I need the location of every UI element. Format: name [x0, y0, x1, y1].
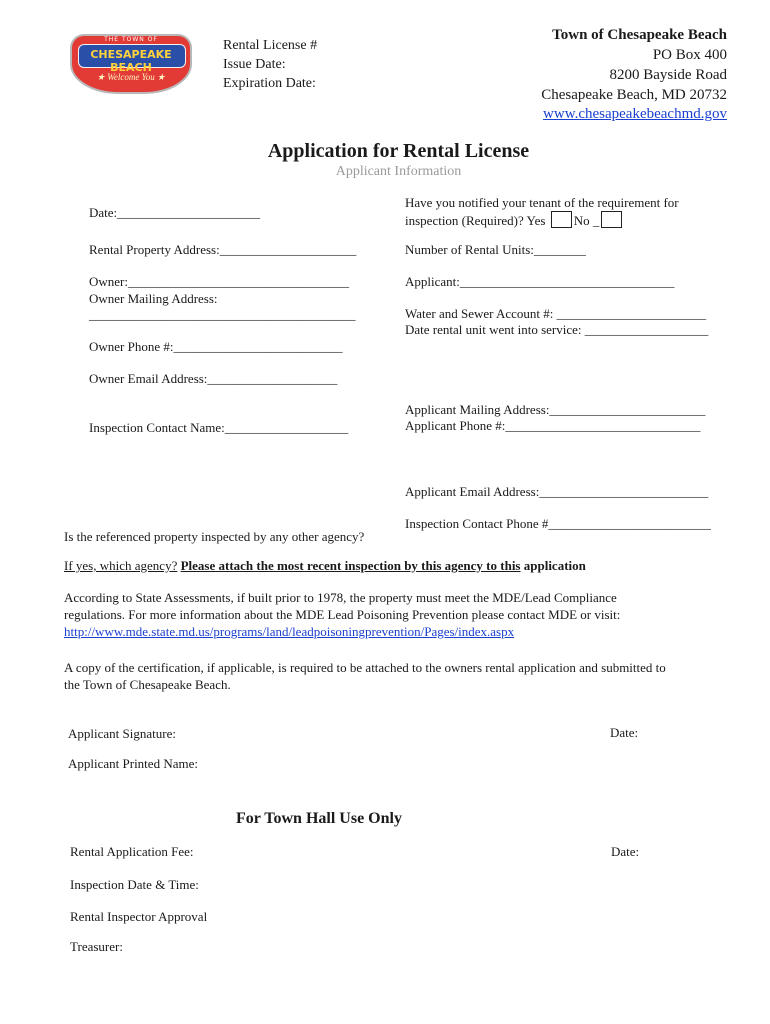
date-field[interactable]: Date:______________________	[89, 205, 261, 220]
owner-field[interactable]: Owner:__________________________________	[89, 274, 349, 289]
inspection-date-time-label: Inspection Date & Time:	[70, 877, 199, 892]
agency-followup	[64, 558, 586, 574]
lead-paragraph-line1: According to State Assessments, if built prior to 1978, the property must meet the MDE/Lead Compliance	[64, 590, 617, 605]
inspection-contact-phone-field[interactable]: Inspection Contact Phone #_________________________	[405, 516, 711, 531]
tenant-notified-question: Have you notified your tenant of the requirement for	[405, 195, 679, 210]
applicant-field[interactable]: Applicant:_________________________________	[405, 274, 675, 289]
page-title: Application for Rental License	[267, 140, 530, 162]
logo-top-text: THE TOWN OF	[104, 36, 158, 43]
town-logo	[70, 34, 192, 94]
issue-date-label: Issue Date:	[223, 57, 286, 72]
owner-mailing-field[interactable]: _________________________________________	[89, 307, 356, 322]
applicant-phone-field[interactable]: Applicant Phone #:______________________________	[405, 418, 701, 433]
town-po-box: PO Box 400	[652, 47, 727, 63]
expiration-date-label: Expiration Date:	[223, 76, 316, 91]
water-sewer-field[interactable]: Water and Sewer Account #: _______________________	[405, 306, 707, 321]
yes-checkbox[interactable]	[551, 211, 572, 228]
page-subtitle: Applicant Information	[335, 164, 462, 179]
owner-phone-field[interactable]: Owner Phone #:__________________________	[89, 339, 343, 354]
tenant-notified-answer	[405, 211, 624, 229]
no-checkbox[interactable]	[601, 211, 622, 228]
date-service-field[interactable]: Date rental unit went into service: ___________________	[405, 322, 709, 337]
owner-email-field[interactable]: Owner Email Address:____________________	[89, 371, 338, 386]
logo-sub-text: ★ Welcome You ★	[96, 72, 166, 82]
lead-paragraph-line2: regulations. For more information about the MDE Lead Poisoning Prevention please contact MDE or visit:	[64, 607, 621, 622]
town-hall-heading: For Town Hall Use Only	[236, 810, 402, 827]
rental-units-field[interactable]: Number of Rental Units:________	[405, 242, 586, 257]
inspection-contact-name-field[interactable]: Inspection Contact Name:___________________	[89, 420, 349, 435]
town-city: Chesapeake Beach, MD 20732	[541, 87, 727, 103]
treasurer-label: Treasurer:	[70, 939, 123, 954]
tenant-notified-prefix: inspection (Required)? Yes	[405, 213, 546, 228]
no-label: No _	[573, 213, 600, 228]
logo-main-text: CHESAPEAKE BEACH	[90, 48, 172, 74]
inspector-approval-label: Rental Inspector Approval	[70, 909, 208, 924]
applicant-email-field[interactable]: Applicant Email Address:__________________________	[405, 484, 709, 499]
town-hall-date-label: Date:	[611, 844, 640, 859]
mde-lead-link[interactable]: http://www.mde.state.md.us/programs/land/leadpoisoningprevention/Pages/index.aspx	[64, 624, 515, 639]
license-number-label: Rental License #	[223, 38, 318, 53]
town-street: 8200 Bayside Road	[609, 67, 727, 83]
certification-line2: the Town of Chesapeake Beach.	[64, 677, 231, 692]
signature-date-label: Date:	[610, 725, 639, 740]
owner-mailing-label: Owner Mailing Address:	[89, 291, 218, 306]
agency-followup-instruction: Please attach the most recent inspection by this agency to this	[180, 558, 521, 573]
agency-question: Is the referenced property inspected by any other agency?	[64, 529, 365, 544]
town-name: Town of Chesapeake Beach	[552, 27, 727, 43]
applicant-printed-name-label: Applicant Printed Name:	[68, 756, 198, 771]
rental-fee-label: Rental Application Fee:	[70, 844, 194, 859]
property-address-field[interactable]: Rental Property Address:_____________________	[89, 242, 357, 257]
town-website-link[interactable]: www.chesapeakebeachmd.gov	[543, 106, 727, 122]
certification-line1: A copy of the certification, if applicable, is required to be attached to the owners rental application and submitted to	[64, 660, 666, 675]
agency-followup-prefix: If yes, which agency?	[64, 558, 178, 573]
applicant-mailing-field[interactable]: Applicant Mailing Address:________________________	[405, 402, 706, 417]
agency-followup-suffix: application	[523, 558, 586, 573]
applicant-signature-label: Applicant Signature:	[68, 726, 176, 741]
